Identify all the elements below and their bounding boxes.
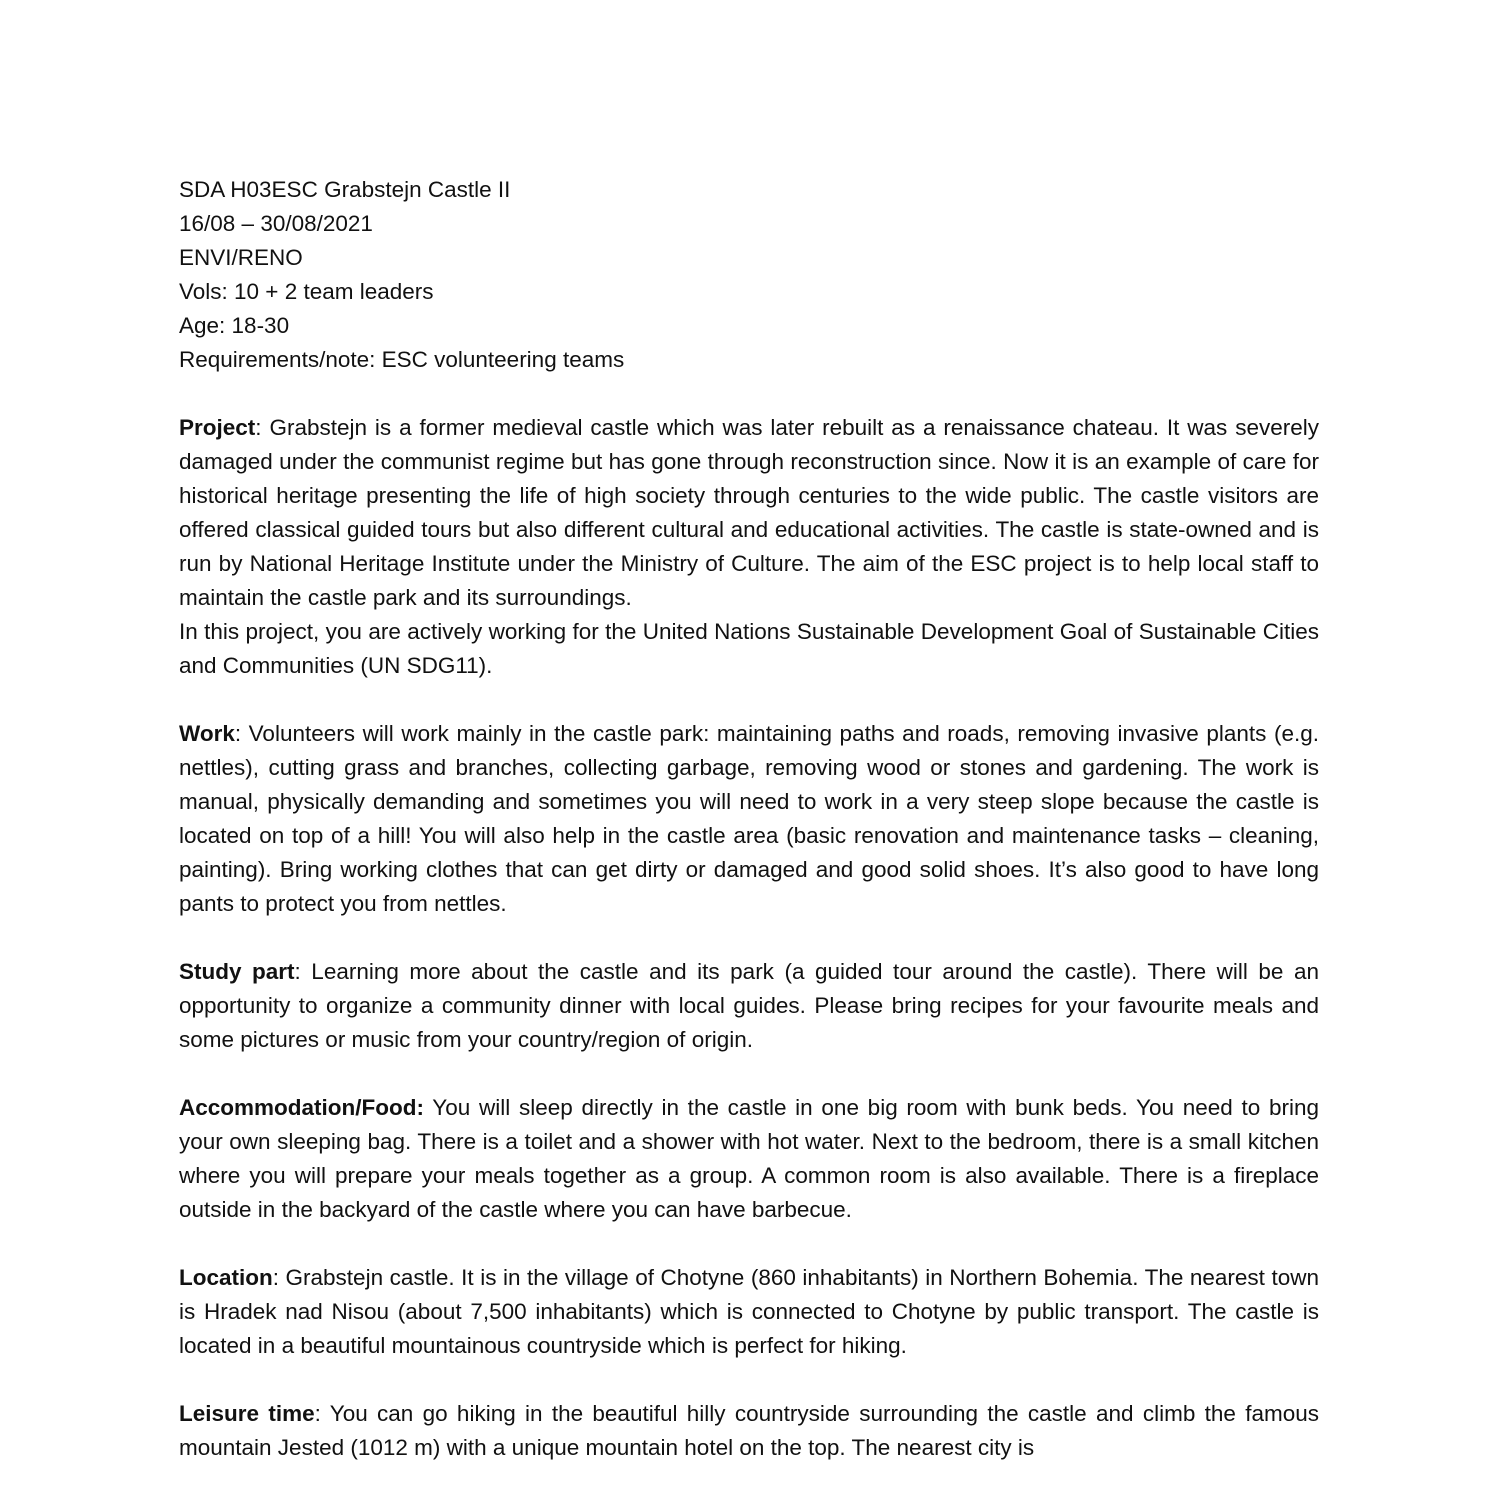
project-header: [179, 173, 1319, 377]
project-label: Project: [179, 415, 256, 440]
spacer: [179, 683, 1319, 717]
project-type: ENVI/RENO: [179, 245, 303, 270]
project-dates: 16/08 – 30/08/2021: [179, 211, 373, 236]
leisure-label: Leisure time: [179, 1401, 315, 1426]
sdg-text: In this project, you are actively working for the United Nations Sustainable Development Goal of Sustainable Cities and Communities (UN SDG11).: [179, 619, 1319, 678]
work-text: : Volunteers will work mainly in the castle park: maintaining paths and roads, removing invasive plants (e.g. nettles), cutting grass and branches, collecting garbage, removing wood or stones and gardening. The work is manual, physically demanding and sometimes you will need to work in a very steep slope because the castle is located on top of a hill! You will also help in the castle area (basic renovation and maintenance tasks – cleaning, painting). Bring working clothes that can get dirty or damaged and good solid shoes. It’s also good to have long pants to protect you from nettles.: [179, 721, 1319, 916]
spacer: [179, 921, 1319, 955]
study-section: [179, 955, 1319, 1057]
leisure-text: : You can go hiking in the beautiful hilly countryside surrounding the castle and climb the famous mountain Jested (1012 m) with a unique mountain hotel on the top. The nearest city is: [179, 1401, 1319, 1460]
spacer: [179, 1227, 1319, 1261]
location-section: [179, 1261, 1319, 1363]
spacer: [179, 1363, 1319, 1397]
volunteer-count: Vols: 10 + 2 team leaders: [179, 279, 434, 304]
study-label: Study part: [179, 959, 295, 984]
document-page: [179, 173, 1319, 1465]
accommodation-label: Accommodation/Food:: [179, 1095, 424, 1120]
location-label: Location: [179, 1265, 273, 1290]
project-title: SDA H03ESC Grabstejn Castle II: [179, 177, 511, 202]
work-section: [179, 717, 1319, 921]
project-text: : Grabstejn is a former medieval castle which was later rebuilt as a renaissance chateau. It was severely damaged under the communist regime but has gone through reconstruction since. Now it is an example of care for historical heritage presenting the life of high society through centuries to the wide public. The castle visitors are offered classical guided tours but also different cultural and educational activities. The castle is state-owned and is run by National Heritage Institute under the Ministry of Culture. The aim of the ESC project is to help local staff to maintain the castle park and its surroundings.: [179, 415, 1319, 610]
project-section: [179, 411, 1319, 615]
leisure-section: [179, 1397, 1319, 1465]
accommodation-section: [179, 1091, 1319, 1227]
age-range: Age: 18-30: [179, 313, 290, 338]
study-text: : Learning more about the castle and its park (a guided tour around the castle). There will be an opportunity to organize a community dinner with local guides. Please bring recipes for your favourite meals and some pictures or music from your country/region of origin.: [179, 959, 1319, 1052]
location-text: : Grabstejn castle. It is in the village of Chotyne (860 inhabitants) in Northern Bohemia. The nearest town is Hradek nad Nisou (about 7,500 inhabitants) which is connected to Chotyne by public transport. The castle is located in a beautiful mountainous countryside which is perfect for hiking.: [179, 1265, 1319, 1358]
spacer: [179, 1057, 1319, 1091]
work-label: Work: [179, 721, 235, 746]
sdg-paragraph: [179, 615, 1319, 683]
requirements-note: Requirements/note: ESC volunteering teams: [179, 347, 625, 372]
spacer: [179, 377, 1319, 411]
accommodation-text: You will sleep directly in the castle in one big room with bunk beds. You need to bring your own sleeping bag. There is a toilet and a shower with hot water. Next to the bedroom, there is a small kitchen where you will prepare your meals together as a group. A common room is also available. There is a fireplace outside in the backyard of the castle where you can have barbecue.: [179, 1095, 1319, 1222]
